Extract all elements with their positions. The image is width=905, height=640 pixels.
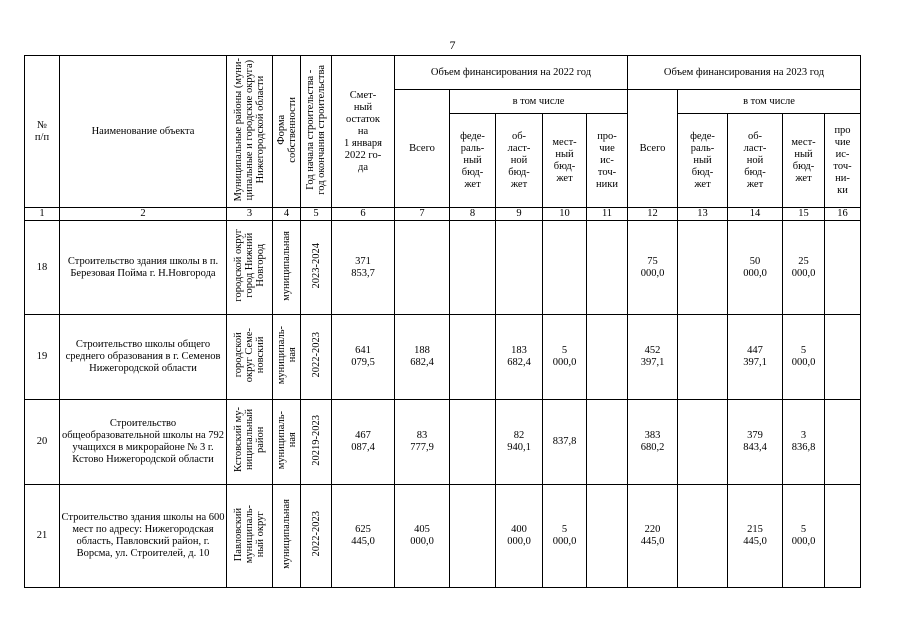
federal-2022 <box>450 221 496 315</box>
construction-years: 2023-2024 <box>301 221 332 315</box>
col-number: 3 <box>227 208 273 221</box>
federal-2023 <box>678 315 728 400</box>
local-2022: 837,8 <box>543 400 587 485</box>
col-number: 2 <box>60 208 227 221</box>
other-2023 <box>825 400 861 485</box>
remaining-estimate: 625 445,0 <box>332 485 395 588</box>
header-federal-2023: федe- раль- ный бюд- жет <box>678 114 728 208</box>
row-num: 19 <box>25 315 60 400</box>
header-name: Наименование объекта <box>60 56 227 208</box>
column-numbers-row <box>25 208 861 221</box>
header-form: Форма собственности <box>273 56 301 208</box>
col-number: 9 <box>496 208 543 221</box>
construction-years: 2022-2023 <box>301 315 332 400</box>
local-2023: 3 836,8 <box>783 400 825 485</box>
object-name: Строительство школы общего среднего образования в г. Семенов Нижегородской области <box>60 315 227 400</box>
header-num: № п/п <box>25 56 60 208</box>
district: городской округ Семе- новский <box>227 315 273 400</box>
local-2022 <box>543 221 587 315</box>
table-row <box>25 485 861 588</box>
remaining-estimate: 641 079,5 <box>332 315 395 400</box>
total-2022 <box>395 221 450 315</box>
regional-2023: 379 843,4 <box>728 400 783 485</box>
construction-years: 2022-2023 <box>301 485 332 588</box>
total-2023: 383 680,2 <box>628 400 678 485</box>
regional-2022: 183 682,4 <box>496 315 543 400</box>
total-2022: 83 777,9 <box>395 400 450 485</box>
federal-2022 <box>450 400 496 485</box>
district: городской округ город Нижний Новгород <box>227 221 273 315</box>
ownership-form: муниципальная <box>273 485 301 588</box>
col-number: 14 <box>728 208 783 221</box>
local-2022: 5 000,0 <box>543 315 587 400</box>
header-regional-2022: об- ласт- ной бюд- жет <box>496 114 543 208</box>
total-2023: 452 397,1 <box>628 315 678 400</box>
header-federal-2022: федe- раль- ный бюд- жет <box>450 114 496 208</box>
col-number: 13 <box>678 208 728 221</box>
other-2023 <box>825 485 861 588</box>
header-district: Муниципальные районы (муни- ципальные и городские округа) Нижегородской области <box>227 56 273 208</box>
header-total-2022: Всего <box>395 90 450 208</box>
local-2023: 5 000,0 <box>783 315 825 400</box>
col-number: 7 <box>395 208 450 221</box>
local-2022: 5 000,0 <box>543 485 587 588</box>
header-local-2022: мест- ный бюд- жет <box>543 114 587 208</box>
header-remaining: Смет- ный остаток на 1 января 2022 го- да <box>332 56 395 208</box>
header-years: Год начала строительства - год окончания строительства <box>301 56 332 208</box>
header-other-2023: про чие ис- точ- ни- ки <box>825 114 861 208</box>
object-name: Строительство общеобразовательной школы на 792 учащихся в микрорайоне № 3 г. Кстово Нижегородской области <box>60 400 227 485</box>
header-regional-2023: об- ласт- ной бюд- жет <box>728 114 783 208</box>
col-number: 8 <box>450 208 496 221</box>
header-other-2022: про- чие ис- точ- ники <box>587 114 628 208</box>
total-2022: 405 000,0 <box>395 485 450 588</box>
regional-2022: 400 000,0 <box>496 485 543 588</box>
table-row <box>25 315 861 400</box>
col-number: 15 <box>783 208 825 221</box>
header-fin-2023: Объем финансирования на 2023 год <box>628 56 861 90</box>
federal-2023 <box>678 485 728 588</box>
regional-2023: 215 445,0 <box>728 485 783 588</box>
other-2022 <box>587 485 628 588</box>
col-number: 1 <box>25 208 60 221</box>
table-row <box>25 400 861 485</box>
total-2023: 75 000,0 <box>628 221 678 315</box>
col-number: 11 <box>587 208 628 221</box>
other-2023 <box>825 221 861 315</box>
table-row <box>25 221 861 315</box>
col-number: 6 <box>332 208 395 221</box>
local-2023: 25 000,0 <box>783 221 825 315</box>
header-incl-2022: в том числе <box>450 90 628 114</box>
regional-2023: 447 397,1 <box>728 315 783 400</box>
local-2023: 5 000,0 <box>783 485 825 588</box>
other-2022 <box>587 315 628 400</box>
col-number: 16 <box>825 208 861 221</box>
header-row-1 <box>25 56 861 90</box>
col-number: 10 <box>543 208 587 221</box>
financing-table <box>24 55 861 588</box>
other-2022 <box>587 400 628 485</box>
header-incl-2023: в том числе <box>678 90 861 114</box>
row-num: 18 <box>25 221 60 315</box>
col-number: 12 <box>628 208 678 221</box>
regional-2023: 50 000,0 <box>728 221 783 315</box>
federal-2023 <box>678 400 728 485</box>
regional-2022 <box>496 221 543 315</box>
federal-2023 <box>678 221 728 315</box>
header-total-2023: Всего <box>628 90 678 208</box>
row-num: 20 <box>25 400 60 485</box>
col-number: 4 <box>273 208 301 221</box>
remaining-estimate: 467 087,4 <box>332 400 395 485</box>
page-number: 7 <box>449 38 456 52</box>
construction-years: 20219-2023 <box>301 400 332 485</box>
regional-2022: 82 940,1 <box>496 400 543 485</box>
remaining-estimate: 371 853,7 <box>332 221 395 315</box>
federal-2022 <box>450 485 496 588</box>
other-2023 <box>825 315 861 400</box>
district: Кстовский му- ниципальный район <box>227 400 273 485</box>
ownership-form: муниципаль- ная <box>273 400 301 485</box>
total-2023: 220 445,0 <box>628 485 678 588</box>
federal-2022 <box>450 315 496 400</box>
col-number: 5 <box>301 208 332 221</box>
ownership-form: муниципаль- ная <box>273 315 301 400</box>
total-2022: 188 682,4 <box>395 315 450 400</box>
header-local-2023: мест- ный бюд- жет <box>783 114 825 208</box>
row-num: 21 <box>25 485 60 588</box>
header-fin-2022: Объем финансирования на 2022 год <box>395 56 628 90</box>
other-2022 <box>587 221 628 315</box>
object-name: Строительство здания школы в п. Березовая Пойма г. Н.Новгорода <box>60 221 227 315</box>
object-name: Строительство здания школы на 600 мест по адресу: Нижегородская область, Павловский район, г. Ворсма, ул. Строителей, д. 10 <box>60 485 227 588</box>
district: Павловский муниципаль- ный округ <box>227 485 273 588</box>
ownership-form: муниципальная <box>273 221 301 315</box>
